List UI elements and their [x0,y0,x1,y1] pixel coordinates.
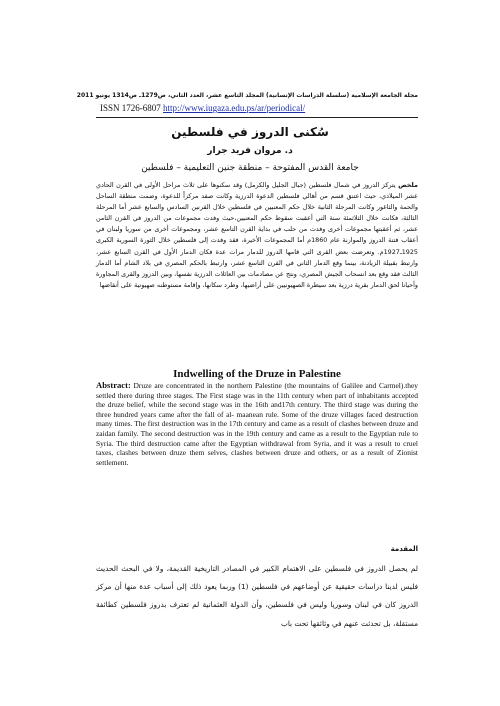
english-abstract [96,381,418,467]
arabic-title: سُكنى الدروز في فلسطين [171,125,329,139]
journal-url-link[interactable]: http://www.iugaza.edu.ps/ar/periodical/ [163,103,306,113]
issn-number: ISSN 1726-6807 [100,103,161,113]
introduction-heading: المقدمة [390,545,418,553]
arabic-author: د. مروان فريد جرار [207,146,293,156]
english-abstract-label: Abstract: [96,380,131,390]
issn-url-line [100,103,400,114]
arabic-abstract [96,180,418,291]
arabic-abstract-label: ملخص [398,181,418,189]
english-title: Indwelling of the Druze in Palestine [173,368,341,380]
header-divider [96,117,418,118]
english-abstract-text: Druze are concentrated in the northern Palestine (the mountains of Galilee and Carmel).they settled there during three stages. The First stage was in the 11th century when part of inhabitants accepted the druze belief, while the second stage was in the 16th and17th century. The third stage was during the three hundred years came after the fall of al- maanean rule. Some of the druze villages faced destruction many times. The first destruction was in the 17th century and came as a result of clashes between druze and zaidan family. The second destruction was in the 19th century and came as a result to the Egyptian rule to Syria. The third destruction came after the Egyptian withdrawal from Syria, and it was a result to cruel taxes, clashes between druze them selves, clashes between druze and others, or as a result of Zionist settlement. [96,381,419,467]
journal-header: مجلة الجامعة الإسلامية (سلسلة الدراسات الإنسانية) المجلد التاسع عشر، العدد الثاني، ص1279ـ ص1314 يونيو 2011 [76,92,418,99]
arabic-affiliation: جامعة القدس المفتوحة – منطقة جنين التعليمية – فلسطين [141,163,359,173]
arabic-abstract-text: يتركز الدروز في شمال فلسطين (جبال الجليل والكرمل) وقد سكنوها على ثلاث مراحل الأولى في القرن الحادي عشر الميلادي، حيث اعتنق قسم من أهالي فلسطين الدعوة الدرزية وكانت صفد مركزاً للدعوة، وضمت منطقة الساحل والحمة والثاغور وكانت المرحلة الثانية خلال حكم المعنيين في فلسطين خلال القرنين السادس والسابع عشر أما المرحلة الثالثة، فكانت خلال الثلاثمئة سنة التي أعقبت سقوط حكم المعنيين،حيث وفدت مجموعات من الدروز في القرن الثامن عشر، ثم أعقبتها مجموعات أخرى وفدت من حلب في بداية القرن التاسع عشر، ومجموعات أخرى من سوريا ولبنان في أعقاب فتنة الدروز والموارنة عام 1860م أما المجموعات الأخيرة، فقد وفدت إلى فلسطين خلال الثورة السورية الكبرى 1925ـ1927م. وتعرضت بعض القرى التي قامها الدروز للدمار مرات عدة فكان الدمار الأول في القرن السابع عشر، وارتبط بقبيلة الزيادنة، بينما وقع الدمار الثاني في القرن التاسع عشر، وارتبط بالحكم المصري في بلاد الشام أما الدمار الثالث فقد وقع بعد انسحاب الجيش المصري، ونتج عن مصادمات بين العائلات الدرزية نفسها، وبين الدروز والقرى المجاورة وأحيانا لحق الدمار بقرية درزية بعد سيطرة الصهيونيين على أراضيها، وطرد سكانها، وإقامة مستوطنه صهيونية على أنقاضها [96,181,418,289]
introduction-body: لم يحصل الدروز في فلسطين على الاهتمام الكبير في المصادر التاريخية القديمة، ولا في البحث الحديث فليس لدينا دراسات حقيقية عن أوضاعهم في فلسطين (1) وربما يعود ذلك إلى أسباب عدة منها أن مركز الدروز كان في لبنان وسوريا وليس في فلسطين، وأن الدولة العثمانية لم تعترف بدروز فلسطين كطائفة مستقلة، بل تحدثت عنهم في وثائقها تحت باب [96,564,418,628]
